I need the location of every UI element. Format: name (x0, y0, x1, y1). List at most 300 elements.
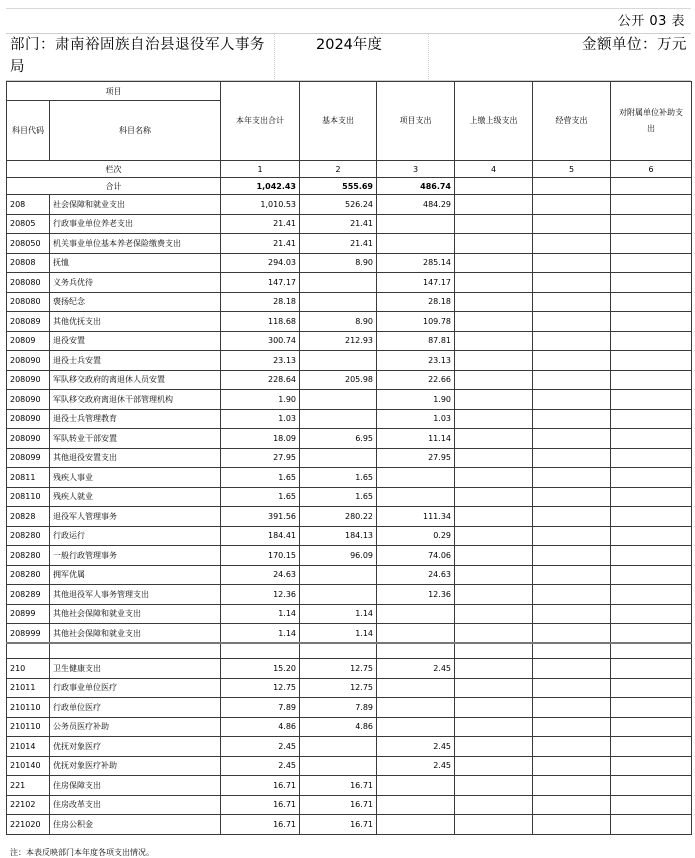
row-name: 优抚对象医疗补助 (50, 756, 221, 776)
row-code: 21014 (7, 737, 50, 757)
empty-cell (611, 717, 692, 737)
empty-cell (455, 624, 533, 644)
row-project: 2.45 (377, 659, 455, 679)
table-row (7, 776, 692, 796)
row-basic (300, 585, 377, 605)
empty-cell (455, 429, 533, 449)
header-col3: 项目支出 (377, 82, 455, 161)
row-name: 行政事业单位养老支出 (50, 214, 221, 234)
empty-cell (455, 776, 533, 796)
row-code: 20811 (7, 468, 50, 488)
row-total: 2.45 (221, 756, 300, 776)
row-project: 74.06 (377, 546, 455, 566)
row-code: 208099 (7, 448, 50, 468)
department-label: 部门：肃南裕固族自治县退役军人事务局 (10, 37, 265, 75)
table-row (7, 214, 692, 234)
column-number: 5 (533, 161, 611, 178)
row-name: 公务员医疗补助 (50, 717, 221, 737)
empty-cell (611, 468, 692, 488)
empty-cell (533, 409, 611, 429)
table-row (7, 624, 692, 644)
expenditure-table (6, 81, 692, 835)
row-basic: 8.90 (300, 312, 377, 332)
row-code: 208090 (7, 409, 50, 429)
table-row (7, 429, 692, 449)
row-code: 208090 (7, 351, 50, 371)
empty-cell (611, 776, 692, 796)
table-row (7, 234, 692, 254)
empty-cell (611, 390, 692, 410)
row-name: 退役军人管理事务 (50, 507, 221, 527)
row-name: 退役安置 (50, 331, 221, 351)
row-project (377, 214, 455, 234)
empty-cell (455, 273, 533, 293)
empty-cell (455, 815, 533, 835)
row-project: 23.13 (377, 351, 455, 371)
row-total: 118.68 (221, 312, 300, 332)
row-code: 208090 (7, 370, 50, 390)
empty-cell (533, 273, 611, 293)
row-basic: 12.75 (300, 659, 377, 679)
row-basic (300, 292, 377, 312)
row-project (377, 795, 455, 815)
row-total: 23.13 (221, 351, 300, 371)
row-basic (300, 448, 377, 468)
row-name: 社会保障和就业支出 (50, 195, 221, 215)
empty-cell (533, 698, 611, 718)
row-total: 15.20 (221, 659, 300, 679)
empty-cell (533, 565, 611, 585)
row-total: 391.56 (221, 507, 300, 527)
header-col5: 经营支出 (533, 82, 611, 161)
empty-cell (533, 585, 611, 605)
empty-cell (533, 234, 611, 254)
row-project: 27.95 (377, 448, 455, 468)
row-basic: 96.09 (300, 546, 377, 566)
row-project: 147.17 (377, 273, 455, 293)
row-project (377, 234, 455, 254)
row-total: 1.65 (221, 468, 300, 488)
column-number: 4 (455, 161, 533, 178)
row-total: 21.41 (221, 234, 300, 254)
empty-cell (533, 776, 611, 796)
empty-cell (533, 756, 611, 776)
section-gap (7, 643, 692, 659)
table-row (7, 737, 692, 757)
row-total: 16.71 (221, 795, 300, 815)
empty-cell (611, 585, 692, 605)
empty-cell (455, 390, 533, 410)
empty-cell (533, 487, 611, 507)
column-number: 1 (221, 161, 300, 178)
empty-cell (455, 214, 533, 234)
row-basic (300, 565, 377, 585)
row-name: 行政事业单位医疗 (50, 678, 221, 698)
table-row (7, 331, 692, 351)
row-code: 210110 (7, 717, 50, 737)
empty-cell (533, 390, 611, 410)
row-basic: 280.22 (300, 507, 377, 527)
row-name: 退役士兵管理教育 (50, 409, 221, 429)
empty-cell (611, 234, 692, 254)
empty-cell (611, 565, 692, 585)
row-code: 20809 (7, 331, 50, 351)
row-name: 卫生健康支出 (50, 659, 221, 679)
empty-cell (455, 546, 533, 566)
table-row (7, 678, 692, 698)
empty-cell (455, 565, 533, 585)
row-project: 0.29 (377, 526, 455, 546)
row-name: 残疾人就业 (50, 487, 221, 507)
row-project (377, 776, 455, 796)
row-code: 208999 (7, 624, 50, 644)
table-row (7, 815, 692, 835)
row-code: 208110 (7, 487, 50, 507)
row-total: 170.15 (221, 546, 300, 566)
row-basic (300, 390, 377, 410)
row-name: 抚恤 (50, 253, 221, 273)
row-code: 208289 (7, 585, 50, 605)
table-row (7, 409, 692, 429)
empty-cell (611, 526, 692, 546)
empty-cell (533, 448, 611, 468)
row-project: 22.66 (377, 370, 455, 390)
row-basic: 6.95 (300, 429, 377, 449)
row-name: 军队移交政府离退休干部管理机构 (50, 390, 221, 410)
row-total: 1.14 (221, 604, 300, 624)
table-row (7, 546, 692, 566)
form-number: 公开 03 表 (617, 14, 685, 29)
empty-cell (611, 370, 692, 390)
row-project: 1.03 (377, 409, 455, 429)
empty-cell (611, 292, 692, 312)
empty-cell (533, 370, 611, 390)
empty-cell (611, 429, 692, 449)
row-basic: 21.41 (300, 234, 377, 254)
row-project (377, 468, 455, 488)
row-basic: 16.71 (300, 776, 377, 796)
column-number: 3 (377, 161, 455, 178)
empty-cell (455, 678, 533, 698)
table-row (7, 253, 692, 273)
row-name: 退役士兵安置 (50, 351, 221, 371)
empty-cell (611, 448, 692, 468)
row-basic: 8.90 (300, 253, 377, 273)
table-row (7, 390, 692, 410)
empty-cell (455, 312, 533, 332)
row-project (377, 487, 455, 507)
row-name: 军队转业干部安置 (50, 429, 221, 449)
column-number: 6 (611, 161, 692, 178)
row-code: 21011 (7, 678, 50, 698)
row-total: 7.89 (221, 698, 300, 718)
row-total: 1.03 (221, 409, 300, 429)
row-project (377, 717, 455, 737)
row-name: 拥军优属 (50, 565, 221, 585)
empty-cell (455, 756, 533, 776)
row-total: 1.90 (221, 390, 300, 410)
total-amount: 1,042.43 (221, 178, 300, 195)
empty-cell (533, 312, 611, 332)
table-row (7, 698, 692, 718)
row-basic: 16.71 (300, 815, 377, 835)
row-project: 484.29 (377, 195, 455, 215)
row-code: 208 (7, 195, 50, 215)
row-basic: 526.24 (300, 195, 377, 215)
row-project: 28.18 (377, 292, 455, 312)
empty-cell (611, 507, 692, 527)
table-row (7, 195, 692, 215)
total-basic: 555.69 (300, 178, 377, 195)
row-project (377, 624, 455, 644)
row-total: 16.71 (221, 776, 300, 796)
row-basic: 212.93 (300, 331, 377, 351)
empty-cell (611, 351, 692, 371)
empty-cell (455, 737, 533, 757)
row-name: 义务兵优待 (50, 273, 221, 293)
row-project (377, 698, 455, 718)
top-divider (6, 8, 691, 9)
table-row (7, 273, 692, 293)
row-project (377, 604, 455, 624)
row-name: 行政单位医疗 (50, 698, 221, 718)
row-basic (300, 737, 377, 757)
row-total: 300.74 (221, 331, 300, 351)
empty-cell (533, 659, 611, 679)
empty-cell (533, 678, 611, 698)
row-total: 184.41 (221, 526, 300, 546)
column-number: 2 (300, 161, 377, 178)
empty-cell (611, 487, 692, 507)
row-basic: 4.86 (300, 717, 377, 737)
empty-cell (533, 292, 611, 312)
header-col4: 上缴上级支出 (455, 82, 533, 161)
row-basic: 1.14 (300, 604, 377, 624)
row-total: 16.71 (221, 815, 300, 835)
row-total: 21.41 (221, 214, 300, 234)
table-row (7, 565, 692, 585)
empty-cell (455, 234, 533, 254)
row-basic: 205.98 (300, 370, 377, 390)
row-code: 208280 (7, 526, 50, 546)
row-basic (300, 756, 377, 776)
row-code: 208089 (7, 312, 50, 332)
row-project: 2.45 (377, 737, 455, 757)
row-basic (300, 351, 377, 371)
empty-cell (455, 448, 533, 468)
empty-cell (611, 659, 692, 679)
row-total: 228.64 (221, 370, 300, 390)
empty-cell (533, 468, 611, 488)
row-basic: 16.71 (300, 795, 377, 815)
row-project: 87.81 (377, 331, 455, 351)
row-total: 2.45 (221, 737, 300, 757)
row-basic: 184.13 (300, 526, 377, 546)
row-basic: 7.89 (300, 698, 377, 718)
row-code: 208080 (7, 292, 50, 312)
row-code: 221 (7, 776, 50, 796)
row-code: 208090 (7, 390, 50, 410)
row-total: 28.18 (221, 292, 300, 312)
row-project (377, 678, 455, 698)
row-basic: 12.75 (300, 678, 377, 698)
empty-cell (611, 678, 692, 698)
empty-cell (611, 756, 692, 776)
header-divider (428, 33, 429, 79)
row-total: 294.03 (221, 253, 300, 273)
empty-cell (611, 604, 692, 624)
empty-cell (455, 507, 533, 527)
row-basic: 1.65 (300, 487, 377, 507)
total-project: 486.74 (377, 178, 455, 195)
empty-cell (455, 351, 533, 371)
row-name: 优抚对象医疗 (50, 737, 221, 757)
row-project: 24.63 (377, 565, 455, 585)
row-code: 221020 (7, 815, 50, 835)
empty-cell (455, 409, 533, 429)
row-total: 1,010.53 (221, 195, 300, 215)
empty-cell (455, 795, 533, 815)
row-code: 20828 (7, 507, 50, 527)
empty-cell (533, 526, 611, 546)
empty-cell (611, 624, 692, 644)
table-row (7, 468, 692, 488)
header-code: 科目代码 (7, 101, 50, 161)
table-row (7, 351, 692, 371)
empty-cell (455, 487, 533, 507)
empty-cell (455, 717, 533, 737)
row-name: 其他退役安置支出 (50, 448, 221, 468)
empty-cell (611, 737, 692, 757)
table-row (7, 448, 692, 468)
row-name: 褒扬纪念 (50, 292, 221, 312)
table-row (7, 370, 692, 390)
row-name: 行政运行 (50, 526, 221, 546)
empty-cell (455, 585, 533, 605)
table-row (7, 507, 692, 527)
row-project (377, 815, 455, 835)
header-col6: 对附属单位补助支出 (611, 82, 692, 161)
table-row (7, 585, 692, 605)
empty-cell (611, 273, 692, 293)
row-project: 11.14 (377, 429, 455, 449)
empty-cell (455, 331, 533, 351)
row-name: 住房公积金 (50, 815, 221, 835)
empty-cell (611, 253, 692, 273)
header-col1: 本年支出合计 (221, 82, 300, 161)
row-project: 1.90 (377, 390, 455, 410)
empty-cell (611, 795, 692, 815)
empty-cell (533, 331, 611, 351)
row-total: 4.86 (221, 717, 300, 737)
row-code: 22102 (7, 795, 50, 815)
empty-cell (611, 698, 692, 718)
row-code: 20808 (7, 253, 50, 273)
empty-cell (611, 331, 692, 351)
row-total: 12.36 (221, 585, 300, 605)
empty-cell (455, 253, 533, 273)
row-total: 1.65 (221, 487, 300, 507)
amount-unit: 金额单位：万元 (582, 37, 687, 53)
empty-cell (533, 429, 611, 449)
row-project: 12.36 (377, 585, 455, 605)
header-col2: 基本支出 (300, 82, 377, 161)
row-total: 24.63 (221, 565, 300, 585)
header-name: 科目名称 (50, 101, 221, 161)
row-code: 208280 (7, 546, 50, 566)
empty-cell (533, 737, 611, 757)
empty-cell (611, 195, 692, 215)
table-row (7, 312, 692, 332)
row-basic (300, 409, 377, 429)
empty-cell (533, 195, 611, 215)
empty-cell (533, 214, 611, 234)
row-total: 18.09 (221, 429, 300, 449)
row-name: 残疾人事业 (50, 468, 221, 488)
row-name: 军队移交政府的离退休人员安置 (50, 370, 221, 390)
empty-cell (533, 253, 611, 273)
row-code: 208050 (7, 234, 50, 254)
table-row (7, 795, 692, 815)
header-project: 项目 (7, 82, 221, 101)
row-name: 其他社会保障和就业支出 (50, 604, 221, 624)
row-name: 住房保障支出 (50, 776, 221, 796)
row-basic: 21.41 (300, 214, 377, 234)
empty-cell (533, 624, 611, 644)
empty-cell (611, 546, 692, 566)
empty-cell (455, 370, 533, 390)
column-number-label: 栏次 (7, 161, 221, 178)
row-total: 147.17 (221, 273, 300, 293)
row-code: 210140 (7, 756, 50, 776)
empty-cell (533, 507, 611, 527)
row-name: 其他优抚支出 (50, 312, 221, 332)
row-basic (300, 273, 377, 293)
row-total: 27.95 (221, 448, 300, 468)
row-code: 20805 (7, 214, 50, 234)
row-code: 208090 (7, 429, 50, 449)
table-row (7, 659, 692, 679)
empty-cell (533, 815, 611, 835)
row-code: 208280 (7, 565, 50, 585)
empty-cell (455, 604, 533, 624)
empty-cell (455, 468, 533, 488)
row-total: 12.75 (221, 678, 300, 698)
row-basic: 1.65 (300, 468, 377, 488)
row-code: 208080 (7, 273, 50, 293)
empty-cell (611, 815, 692, 835)
row-project: 109.78 (377, 312, 455, 332)
row-project: 285.14 (377, 253, 455, 273)
row-name: 其他社会保障和就业支出 (50, 624, 221, 644)
empty-cell (611, 214, 692, 234)
empty-cell (455, 526, 533, 546)
table-row (7, 526, 692, 546)
empty-cell (533, 717, 611, 737)
table-row (7, 487, 692, 507)
row-code: 20899 (7, 604, 50, 624)
row-project: 111.34 (377, 507, 455, 527)
empty-cell (533, 604, 611, 624)
table-row (7, 756, 692, 776)
empty-cell (533, 546, 611, 566)
row-code: 210110 (7, 698, 50, 718)
row-name: 机关事业单位基本养老保险缴费支出 (50, 234, 221, 254)
row-name: 住房改革支出 (50, 795, 221, 815)
table-note: 注：本表反映部门本年度各项支出情况。 (10, 848, 154, 857)
header-divider (274, 33, 275, 79)
empty-cell (611, 409, 692, 429)
